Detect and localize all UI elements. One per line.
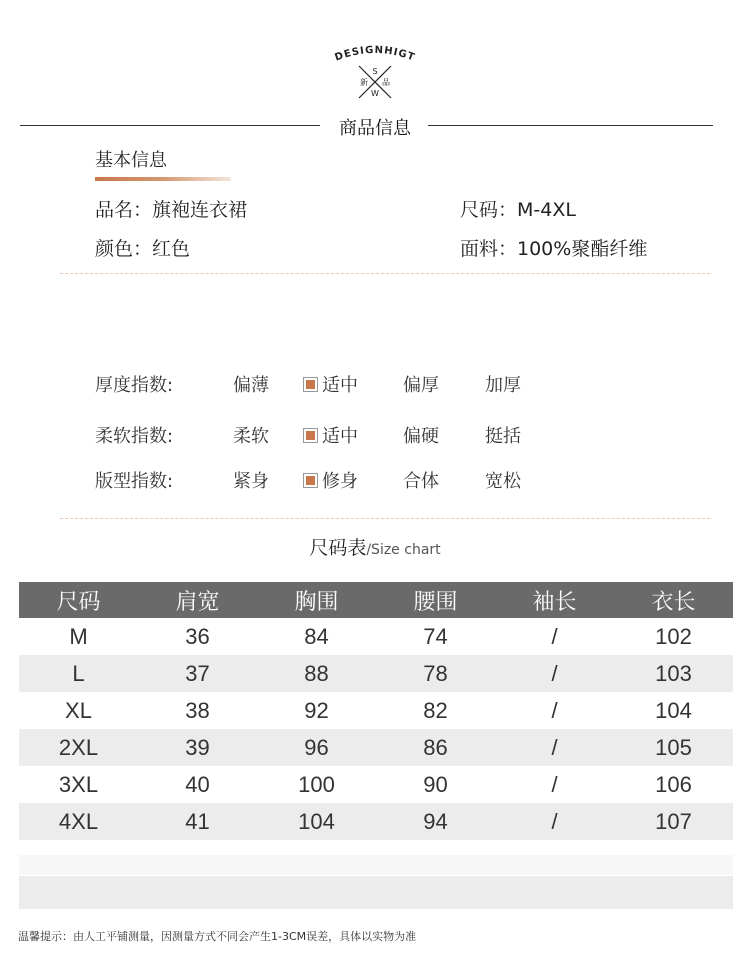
table-row (19, 655, 733, 692)
table-cell: 107 (655, 808, 692, 834)
logo-bottom-letter: W (371, 89, 379, 98)
table-header-row (19, 582, 733, 618)
table-cell: 102 (655, 623, 692, 649)
size-chart-title: 尺码表/Size chart (309, 537, 441, 559)
table-cell: / (551, 808, 558, 834)
table-cell: 104 (298, 808, 335, 834)
table-empty-row (19, 855, 733, 875)
product-size-range: 尺码：M-4XL (460, 199, 576, 221)
table-cell: 78 (423, 660, 448, 686)
fit-index-label: 版型指数: (95, 471, 174, 492)
softness-option: 偏硬 (403, 426, 439, 447)
table-cell: 36 (185, 623, 210, 649)
softness-index-label: 柔软指数: (95, 426, 174, 447)
table-cell: 106 (655, 771, 692, 797)
thickness-option: 加厚 (485, 375, 521, 396)
table-cell: 40 (185, 771, 210, 797)
table-cell: L (72, 660, 85, 686)
thickness-option: 偏厚 (403, 375, 439, 396)
section-title-bar (0, 112, 750, 140)
product-name: 品名：旗袍连衣裙 (95, 199, 248, 221)
table-cell: / (551, 771, 558, 797)
table-cell: 3XL (58, 771, 99, 797)
thickness-option-selected: 适中 (303, 371, 358, 397)
table-cell: 94 (423, 808, 448, 834)
header-shoulder: 肩宽 (175, 588, 220, 614)
softness-option-selected: 适中 (303, 422, 358, 448)
header-bust: 胸围 (294, 588, 339, 614)
table-cell: / (551, 734, 558, 760)
table-cell: 82 (423, 697, 448, 723)
product-fabric: 面料：100%聚酯纤维 (460, 238, 648, 260)
table-cell: 88 (304, 660, 329, 686)
table-cell: 39 (185, 734, 210, 760)
table-row (19, 692, 733, 729)
table-cell: 105 (655, 734, 692, 760)
product-color: 颜色：红色 (95, 238, 191, 260)
fit-option: 合体 (403, 471, 439, 492)
table-cell: / (551, 623, 558, 649)
table-cell: 100 (298, 771, 335, 797)
table-cell: 37 (185, 660, 210, 686)
thickness-index-label: 厚度指数: (95, 375, 174, 396)
brand-logo (0, 40, 750, 110)
table-cell: / (551, 660, 558, 686)
table-cell: 84 (304, 623, 329, 649)
table-cell: 96 (304, 734, 329, 760)
checkbox-checked-icon (303, 428, 318, 443)
softness-option: 挺括 (485, 426, 521, 447)
thickness-option: 偏薄 (233, 375, 269, 396)
table-cell: 104 (655, 697, 692, 723)
logo-left-char: 新 (360, 78, 368, 87)
table-cell: 86 (423, 734, 448, 760)
table-cell: 41 (185, 808, 210, 834)
header-length: 衣长 (651, 588, 696, 614)
softness-option: 柔软 (233, 426, 269, 447)
divider-line-right (428, 125, 713, 126)
dotted-divider (60, 273, 710, 274)
table-cell: 2XL (58, 734, 99, 760)
table-row (19, 766, 733, 803)
table-row (19, 618, 733, 655)
checkbox-checked-icon (303, 473, 318, 488)
table-row (19, 803, 733, 840)
measurement-tip: 温馨提示：由人工平铺测量，因测量方式不同会产生1-3CM误差，具体以实物为准 (18, 930, 417, 943)
table-empty-row (19, 876, 733, 909)
size-table (19, 582, 733, 840)
logo-brand-text: DESIGNHIGT (333, 44, 417, 64)
logo-right-char: 品 (382, 78, 390, 87)
table-row (19, 729, 733, 766)
fit-option: 宽松 (485, 471, 521, 492)
header-waist: 腰围 (413, 588, 458, 614)
table-cell: / (551, 697, 558, 723)
table-cell: 74 (423, 623, 448, 649)
table-cell: 90 (423, 771, 448, 797)
table-cell: 92 (304, 697, 329, 723)
table-cell: XL (65, 697, 92, 723)
dotted-divider (60, 518, 710, 519)
checkbox-checked-icon (303, 377, 318, 392)
fit-option-selected: 修身 (303, 467, 358, 493)
header-size: 尺码 (56, 588, 101, 614)
logo-top-letter: S (372, 67, 378, 76)
table-cell: 103 (655, 660, 692, 686)
table-cell: 4XL (58, 808, 99, 834)
fit-option: 紧身 (233, 471, 269, 492)
header-sleeve: 袖长 (532, 588, 577, 614)
table-cell: M (69, 623, 88, 649)
basic-info-underline (95, 177, 231, 181)
section-title: 商品信息 (339, 118, 411, 139)
basic-info-title: 基本信息 (95, 150, 167, 171)
table-cell: 38 (185, 697, 210, 723)
logo-mark (315, 40, 435, 110)
